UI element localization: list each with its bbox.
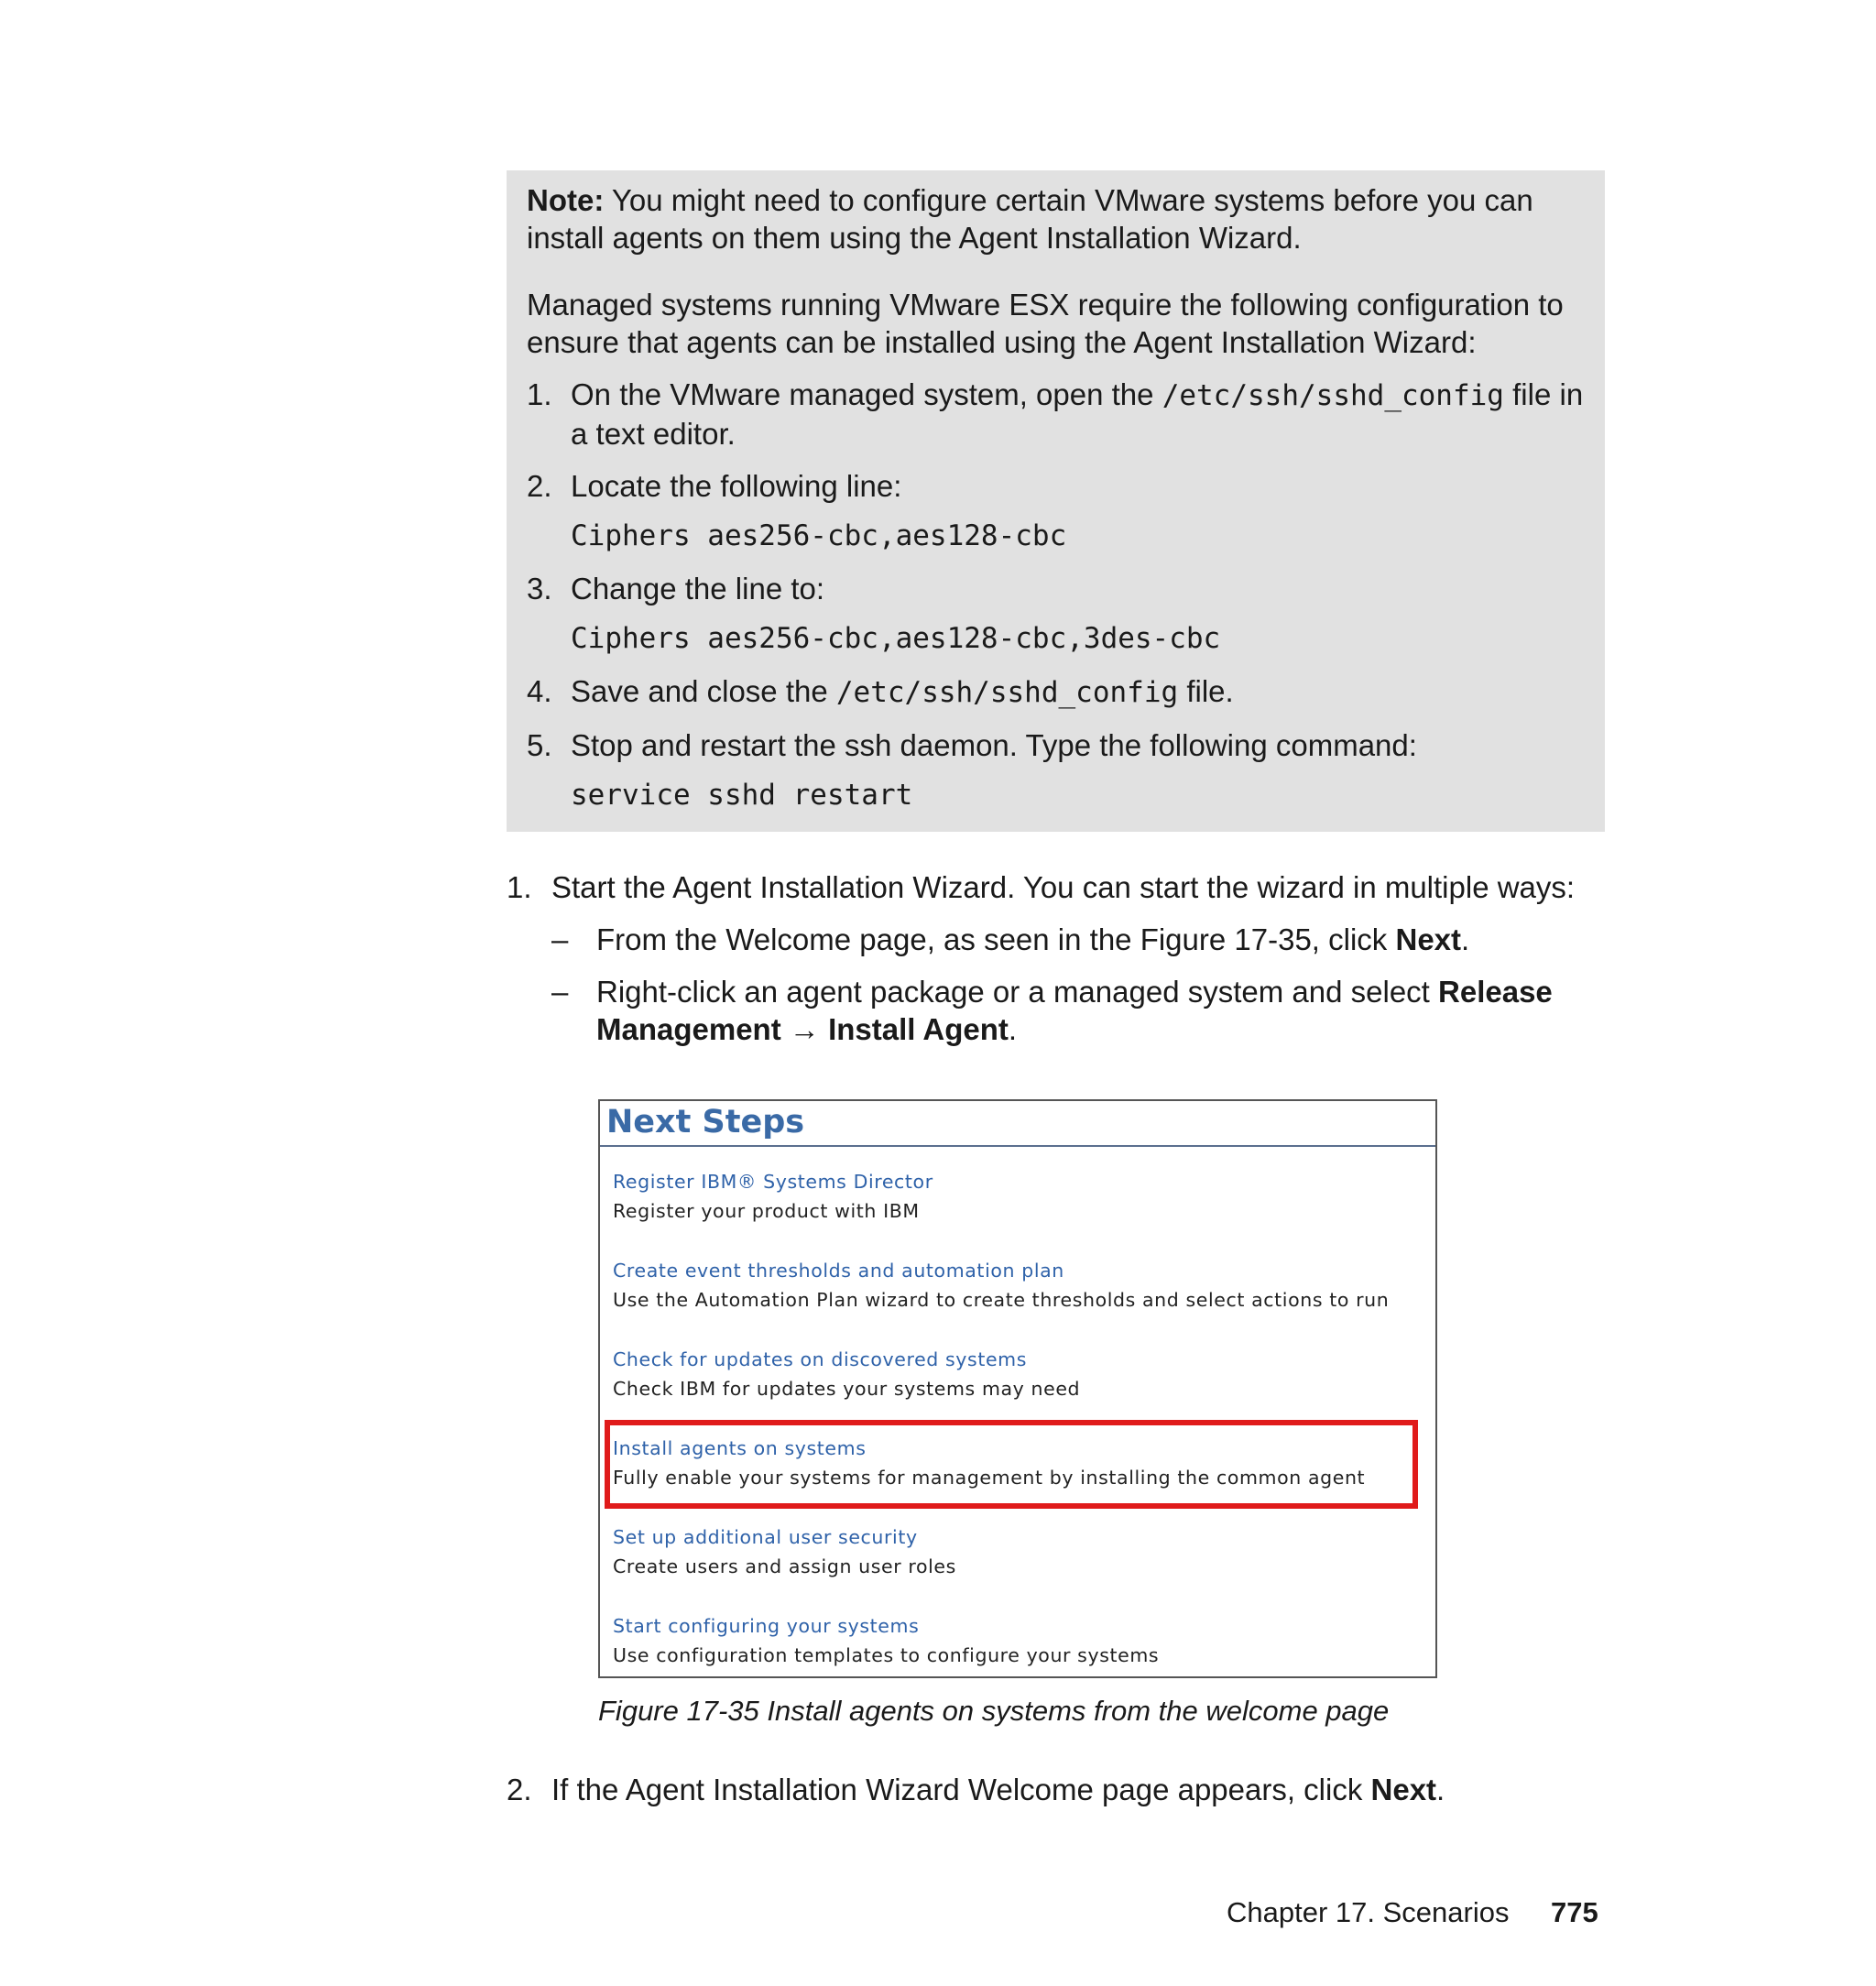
code-line: Ciphers aes256-cbc,aes128-cbc,3des-cbc: [571, 622, 1221, 655]
next-step-updates: [613, 1345, 1080, 1403]
register-description: Register your product with IBM: [613, 1200, 920, 1222]
note-step-4: 4. Save and close the /etc/ssh/sshd_config file.: [527, 674, 1234, 709]
thresholds-link[interactable]: Create event thresholds and automation plan: [613, 1260, 1064, 1282]
next-step-thresholds: [613, 1256, 1389, 1315]
next-step-security: [613, 1522, 956, 1581]
sub-item-1: – From the Welcome page, as seen in the Figure 17-35, click Next.: [551, 922, 1470, 956]
next-steps-title: Next Steps: [600, 1101, 1435, 1147]
code-line: service sshd restart: [571, 779, 913, 812]
note-step-2: 2. Locate the following line: Ciphers aes256-cbc,aes128-cbc: [527, 467, 1585, 555]
step-1: 1. Start the Agent Installation Wizard. You can start the wizard in multiple ways:: [507, 870, 1576, 904]
note-intro: Note: You might need to configure certain VMware systems before you can install agents on them using the Agent Installation Wizard.: [527, 183, 1533, 255]
security-link[interactable]: Set up additional user security: [613, 1526, 918, 1548]
configure-link[interactable]: Start configuring your systems: [613, 1615, 920, 1637]
note-step-3: 3. Change the line to: Ciphers aes256-cbc,aes128-cbc,3des-cbc: [527, 570, 1585, 658]
updates-description: Check IBM for updates your systems may need: [613, 1378, 1081, 1400]
next-steps-panel: [598, 1099, 1437, 1678]
inline-code: /etc/ssh/sshd_config: [835, 676, 1179, 709]
install-agents-description: Fully enable your systems for management by installing the common agent: [613, 1467, 1366, 1489]
code-line: Ciphers aes256-cbc,aes128-cbc: [571, 519, 1067, 552]
next-step-configure: [613, 1611, 1159, 1670]
step-2: 2. If the Agent Installation Wizard Welcome page appears, click Next.: [507, 1773, 1445, 1806]
note-steps-list: [527, 376, 1585, 814]
note-step-1: 1. On the VMware managed system, open the /etc/ssh/sshd_config file in a text editor.: [527, 377, 1584, 451]
note-paragraph: Managed systems running VMware ESX require the following configuration to ensure that agents can be installed using the Agent Installation Wizard:: [527, 288, 1564, 359]
footer-chapter: Chapter 17. Scenarios: [1227, 1896, 1510, 1928]
figure-caption: Figure 17-35 Install agents on systems from the welcome page: [598, 1695, 1390, 1727]
page-number: 775: [1551, 1896, 1598, 1928]
install-agents-link[interactable]: Install agents on systems: [613, 1437, 867, 1459]
thresholds-description: Use the Automation Plan wizard to create thresholds and select actions to run: [613, 1289, 1390, 1311]
note-box: [507, 170, 1605, 832]
note-step-5: 5. Stop and restart the ssh daemon. Type the following command: service sshd restart: [527, 726, 1585, 814]
highlight-box: [605, 1420, 1418, 1509]
inline-code: /etc/ssh/sshd_config: [1162, 379, 1504, 412]
note-label: Note:: [527, 183, 605, 217]
security-description: Create users and assign user roles: [613, 1555, 956, 1577]
updates-link[interactable]: Check for updates on discovered systems: [613, 1348, 1028, 1370]
configure-description: Use configuration templates to configure your systems: [613, 1644, 1160, 1666]
sub-item-2: – Right-click an agent package or a managed system and select Release Management → Install Agent.: [551, 975, 1553, 1046]
next-step-register: [613, 1167, 933, 1226]
register-link[interactable]: Register IBM® Systems Director: [613, 1171, 933, 1193]
